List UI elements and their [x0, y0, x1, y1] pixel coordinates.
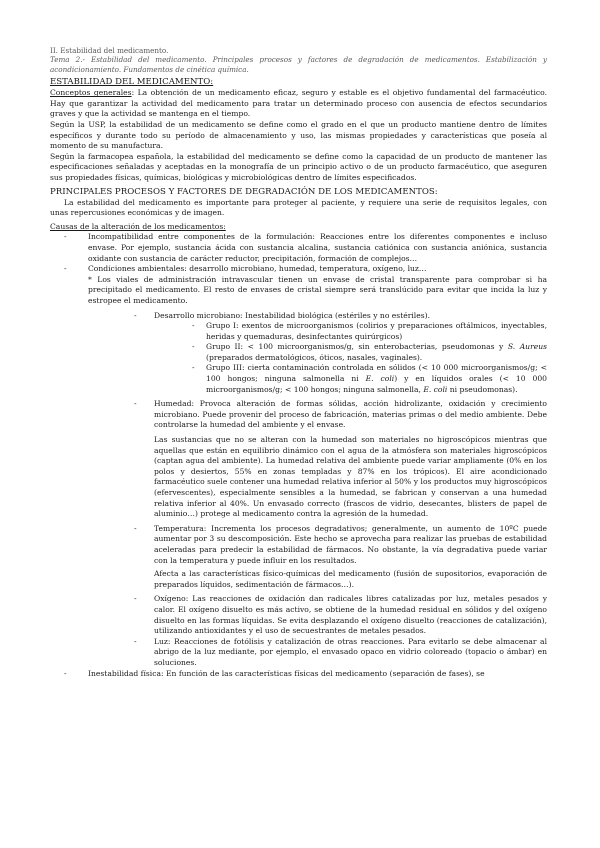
temperatura-paragraph: Afecta a las características físico-químicas del medicamento (fusión de supositorios, evaporación de preparados líquidos, sedimentación de fármacos…).	[154, 569, 547, 589]
principales-paragraph: La estabilidad del medicamento es importante para proteger al paciente, y requiere una serie de requisitos legales, con unas repercusiones económicas y de imagen.	[50, 197, 547, 218]
list-item	[50, 311, 547, 322]
grupo2-species: S. Aureus	[507, 342, 547, 352]
list-item	[50, 363, 547, 395]
list-item	[50, 321, 547, 342]
grupo2-text: Grupo II: < 100 microorganismos/g, sin enterobacterias, pseudomonas y	[206, 342, 508, 352]
document-header	[50, 46, 547, 74]
incompatibilidad-text: Incompatibilidad entre componentes de la formulación: Reacciones entre los diferentes componentes e incluso envase. Por ejemplo, sustancia ácida con sustancia alcalina, sustancia catiónica con sustancia aniónica, sustancia oxidante con sustancia de carácter reductor, precipitación, formación de complejos…	[88, 232, 547, 263]
dash-marker: -	[192, 342, 195, 352]
desarrollo-text: Desarrollo microbiano: Inestabilidad biológica (estériles y no estériles).	[154, 310, 430, 320]
farmacopea-paragraph: Según la farmacopea española, la estabilidad del medicamento se define como la capacidad de un producto de mantener las especificaciones señaladas y aceptadas en la monografía de un principio activo o de un producto farmacéutico, que aseguren sus propiedades físicas, químicas, biológicas y microbiológicas dentro de límites especificados.	[50, 151, 547, 182]
list-item	[50, 669, 547, 680]
document-page	[50, 46, 547, 679]
list-item	[50, 232, 547, 264]
causes-list	[50, 232, 547, 679]
temperatura-text: Temperatura: Incrementa los procesos degradativos; generalmente, un aumento de 10ºC puede aumentar por 3 su descomposición. Este hecho se aprovecha para realizar las pruebas de estabilidad aceleradas para predecir la estabilidad de fármacos. No obstante, la vía degradativa puede variar con la temperatura y puede influir en los resultados.	[154, 523, 547, 565]
dash-marker: -	[192, 363, 195, 373]
luz-text: Luz: Reacciones de fotólisis y catalización de otras reacciones. Para evitarlo se debe almacenar al abrigo de la luz mediante, por ejemplo, el envasado opaco en vidrio coloreado (topacio o ámbar) en soluciones.	[154, 636, 547, 667]
inestabilidad-text: Inestabilidad física: En función de las características físicas del medicamento (separación de fases), se	[88, 668, 485, 678]
grupo3-text: Grupo III: cierta contaminación controlada en sólidos (< 10 000 microorganismos/g; < 100 hongos; ninguna salmonella ni	[206, 363, 547, 384]
grupo3-species-1: E. coli	[365, 374, 395, 384]
humedad-text: Humedad: Provoca alteración de formas sólidas, acción hidrolizante, oxidación y crecimiento microbiano. Puede provenir del proceso de fabricación, materias primas o del medio ambiente. Debe controlarse la humedad del ambiente y el envase.	[154, 399, 547, 430]
estabilidad-title: ESTABILIDAD DEL MEDICAMENTO:	[50, 77, 214, 88]
list-item	[50, 399, 547, 431]
list-item	[50, 637, 547, 669]
grupo3-text-end: ni pseudomonas).	[447, 384, 518, 394]
section-heading: II. Estabilidad del medicamento.	[50, 46, 169, 55]
causas-heading: Causas de la alteración de los medicamentos:	[50, 221, 226, 231]
principales-title: PRINCIPALES PROCESOS Y FACTORES DE DEGRADACIÓN DE LOS MEDICAMENTOS:	[50, 186, 438, 197]
grupo3-text-mid: ) y en líquidos orales (< 10 000 microorganismos/g; < 100 hongos; ninguna salmonella,	[206, 374, 548, 394]
conceptos-label: Conceptos generales	[50, 88, 132, 98]
grupo1-text: Grupo I: exentos de microorganismos (colirios y preparaciones oftálmicos, inyectables, heridas y quemaduras, desinfectantes quirúrgicos)	[206, 321, 547, 341]
list-item	[50, 524, 547, 566]
dash-marker: -	[192, 321, 195, 331]
dash-marker: -	[134, 523, 137, 533]
topic-subtitle: Tema 2.- Estabilidad del medicamento. Principales procesos y factores de degradación de medicamentos. Estabilización y acondicionamiento. Fundamentos de cinética química.	[50, 55, 547, 74]
conceptos-paragraph	[50, 88, 547, 120]
conceptos-text: : La obtención de un medicamento eficaz, seguro y estable es el objetivo fundamental del farmacéutico. Hay que garantizar la actividad del medicamento para tratar un determinado proceso con ausencia de efectos secundarios graves y que la actividad se mantenga en el tiempo.	[50, 88, 547, 119]
dash-marker: -	[134, 310, 137, 320]
oxigeno-text: Oxígeno: Las reacciones de oxidación dan radicales libres catalizadas por luz, metales pesados y calor. El oxígeno disuelto es más activo, se obtiene de la humedad residual en sólidos y del oxígeno disuelto en las formas líquidas. Se evita desplazando el oxígeno disuelto (reacciones de catalización), utilizando antioxidantes y el uso de secuestrantes de metales pesados.	[154, 594, 547, 636]
humedad-paragraph: Las sustancias que no se alteran con la humedad son materiales no higroscópicos mientras que aquellas que están en equilibrio dinámico con el agua de la atmósfera son materiales higroscópicos (captan agua del ambiente). La humedad relativa del ambiente puede variar ampliamente (0% en los polos y desiertos, 55% en zonas templadas y 87% en los trópicos). El aire acondicionado farmacéutico suele contener una humedad relativa inferior al 50% y los productos muy higroscópicos (efervescentes), especialmente sensibles a la humedad, se fabrican y conservan a una humedad relativa inferior al 40%. Un envasado correcto (frascos de vidrio, desecantes, blisters de papel de aluminio…) protege al medicamento contra la agresión de la humedad.	[154, 435, 547, 519]
dash-marker: -	[64, 232, 67, 242]
dash-marker: -	[134, 636, 137, 646]
dash-marker: -	[64, 264, 67, 274]
dash-marker: -	[64, 668, 67, 678]
grupo3-species-2: E. coli	[423, 384, 448, 394]
list-item	[50, 264, 547, 275]
grupo2-text-end: (preparados dermatológicos, óticos, nasales, vaginales).	[206, 352, 423, 362]
usp-paragraph: Según la USP, la estabilidad de un medicamento se define como el grado en el que un producto mantiene dentro de límites específicos y durante todo su período de almacenamiento y uso, las mismas propiedades y características que poseía al momento de su manufactura.	[50, 120, 547, 151]
list-item	[50, 342, 547, 363]
condiciones-text: Condiciones ambientales: desarrollo microbiano, humedad, temperatura, oxígeno, luz…	[88, 264, 427, 274]
dash-marker: -	[134, 594, 137, 604]
dash-marker: -	[134, 399, 137, 409]
list-item	[50, 594, 547, 636]
viales-note: * Los viales de administración intravascular tienen un envase de cristal transparente para comprobar si ha precipitado el medicamento. El resto de envases de cristal siempre será translúcido para evitar que incida la luz y estropee el medicamento.	[88, 274, 547, 305]
